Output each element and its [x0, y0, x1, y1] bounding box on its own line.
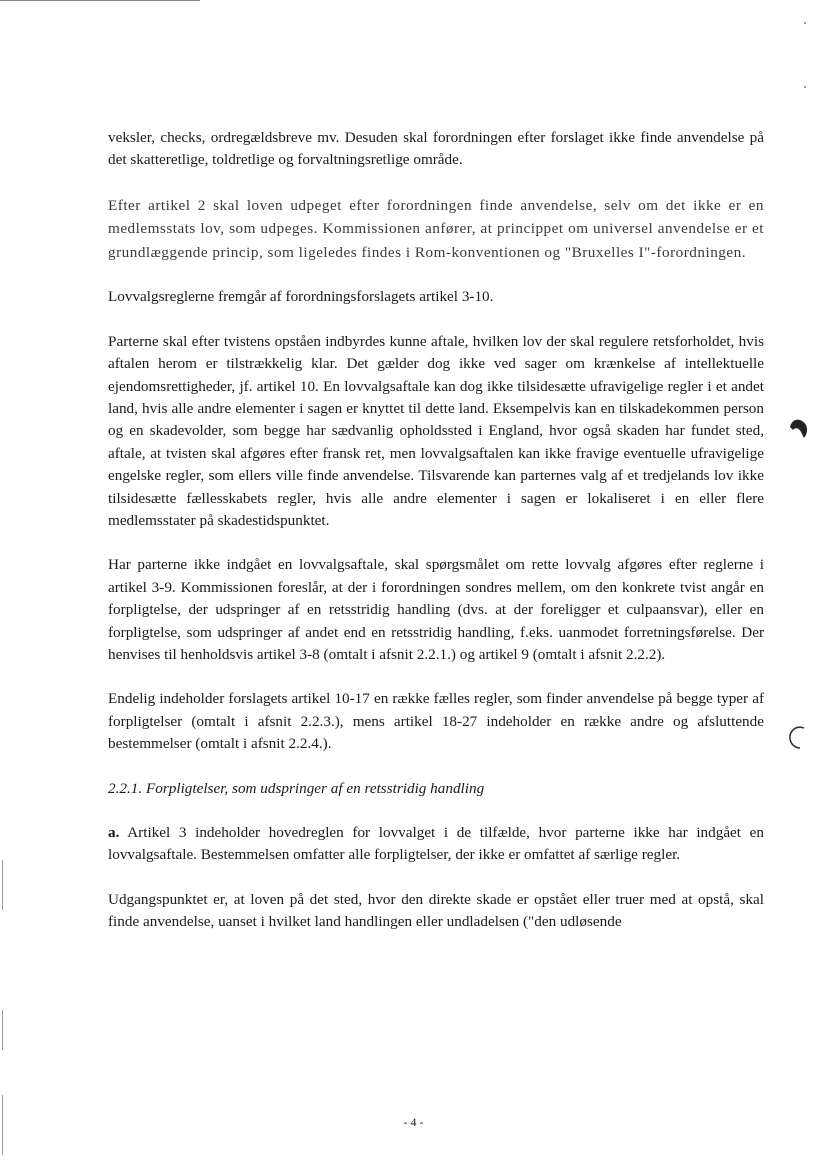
paragraph: Endelig indeholder forslagets artikel 10-17 en række fælles regler, som finder anvendelse på begge typer af forpligtelser (omtalt i afsnit 2.2.3.), mens artikel 18-27 indeholder en række andre og afsluttende bestemmelser (omtalt i afsnit 2.2.4.). [108, 690, 764, 753]
paragraph: veksler, checks, ordregældsbreve mv. Desuden skal forordningen efter forslaget ikke finde anvendelse på det skatteretlige, toldretlige og forvaltningsretlige område. [108, 129, 764, 169]
paragraph: Lovvalgsreglerne fremgår af forordningsforslagets artikel 3-10. [108, 288, 494, 306]
paragraph-lead-label: a. [108, 824, 120, 842]
scan-edge-line [0, 0, 200, 1]
document-body [108, 127, 764, 956]
punch-hole-mark [787, 724, 809, 750]
punch-hole-mark [787, 415, 809, 441]
paragraph: Udgangspunktet er, at loven på det sted, hvor den direkte skade er opstået eller truer med at opstå, skal finde anvendelse, uanset i hvilket land handlingen eller undladelsen ("den udløsende [108, 890, 764, 931]
paragraph-a [108, 822, 764, 867]
scan-edge-mark [2, 1010, 3, 1050]
page-number: - 4 - [403, 1115, 424, 1129]
scan-edge-mark [2, 860, 3, 910]
paragraph: Har parterne ikke indgået en lovvalgsaftale, skal spørgsmålet om rette lovvalg afgøres efter reglerne i artikel 3-9. Kommissionen foreslår, at der i forordningen sondres mellem, om den konkrete tvist angår en forpligtelse, der udspringer af en retsstridig handling (dvs. at der foreligger et culpaansvar), eller en forpligtelse, som udspringer af andet end en retsstridig handling, f.eks. uanmodet forretningsførelse. Der henvises til henholdsvis artikel 3-8 (omtalt i afsnit 2.2.1.) og artikel 9 (omtalt i afsnit 2.2.2). [108, 556, 764, 663]
scan-speck [804, 86, 806, 88]
scan-speck [804, 22, 806, 24]
section-heading: 2.2.1. Forpligtelser, som udspringer af en retsstridig handling [108, 779, 485, 797]
paragraph-text: Artikel 3 indeholder hovedreglen for lovvalget i de tilfælde, hvor parterne ikke har indgået en lovvalgsaftale. Bestemmelsen omfatter alle forpligtelser, der ikke er omfattet af særlige regler. [108, 824, 764, 864]
paragraph: Efter artikel 2 skal loven udpeget efter forordningen finde anvendelse, selv om det ikke er en medlemsstats lov, som udpeges. Kommissionen anfører, at princippet om universel anvendelse er et grundlæggende princip, som ligeledes findes i Rom-konventionen og "Bruxelles I"-forordningen. [108, 196, 764, 261]
paragraph: Parterne skal efter tvistens opståen indbyrdes kunne aftale, hvilken lov der skal regulere retsforholdet, hvis aftalen herom er tilstrækkelig klar. Det gælder dog ikke ved sager om krænkelse af intellektuelle ejendomsrettigheder, jf. artikel 10. En lovvalgsaftale kan dog ikke tilsidesætte ufravigelige regler i et andet land, hvis alle andre elementer i sagen er knyttet til dette land. Eksempelvis kan en tilskadekommen person og en skadevolder, som begge har sædvanlig opholdssted i England, hvor også skaden har fundet sted, aftale, at tvisten skal afgøres efter fransk ret, men lovvalgsaftalen kan ikke fravige eventuelle ufravigelige engelske regler, som ellers ville finde anvendelse. Tilsvarende kan parternes valg af et tredjelands lov ikke tilsidesætte fællesskabets regler, hvis alle andre elementer i sagen er lokaliseret i en eller flere medlemsstater på skadestidspunktet. [108, 332, 764, 529]
